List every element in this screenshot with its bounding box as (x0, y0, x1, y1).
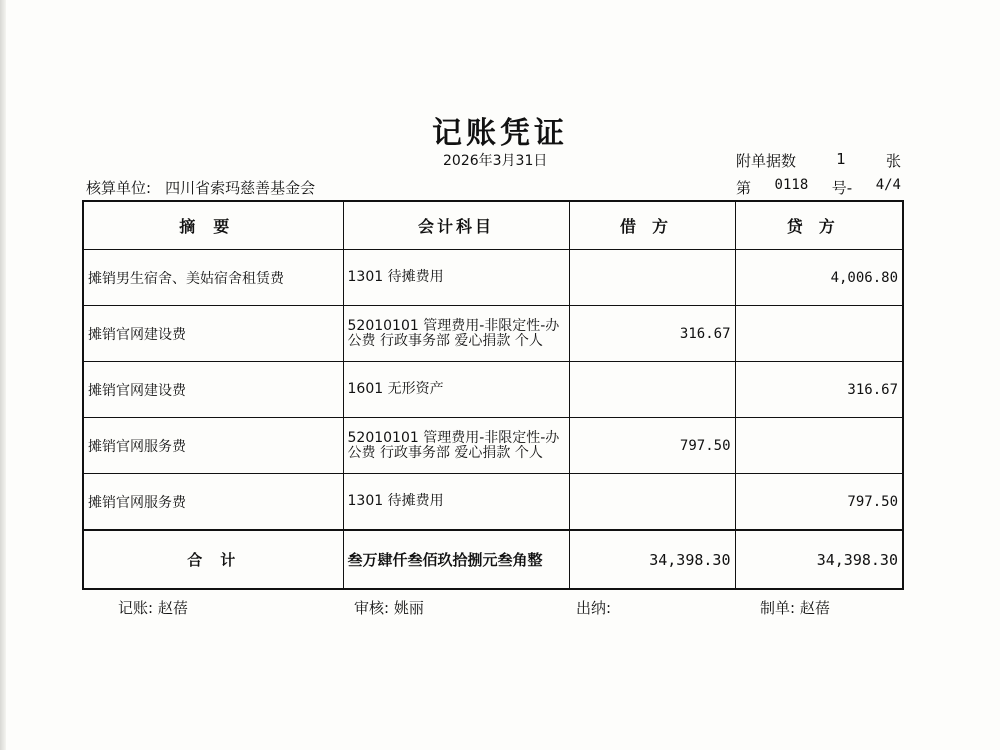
attachment-label: 附单据数 (736, 152, 797, 170)
voucher-title: 记账凭证 (432, 116, 568, 151)
auditor-label: 审核: (354, 599, 390, 617)
voucher-number-value: 0118 (774, 177, 809, 193)
table-row (83, 306, 903, 362)
total-credit: 34,398.30 (735, 530, 903, 589)
voucher-number-suffix: 号- (831, 179, 853, 197)
accounting-unit-label: 核算单位: (86, 179, 152, 197)
row-debit: 316.67 (569, 306, 735, 362)
table-row (83, 474, 903, 531)
row-summary: 摊销官网建设费 (83, 306, 343, 362)
row-debit (569, 362, 735, 418)
header-account: 会计科目 (343, 201, 569, 250)
accounting-unit (86, 177, 315, 198)
header-debit: 借方 (569, 201, 735, 250)
table-header-row (83, 201, 903, 250)
header-summary: 摘要 (83, 201, 343, 250)
table-row (83, 250, 903, 306)
voucher-number-prefix: 第 (736, 179, 752, 197)
cashier-field (576, 597, 611, 618)
total-row (83, 530, 903, 589)
attachment-unit: 张 (885, 152, 901, 170)
accounting-unit-name: 四川省索玛慈善基金会 (165, 179, 316, 197)
row-credit: 316.67 (735, 362, 903, 418)
voucher-table (82, 200, 904, 590)
table-row (83, 362, 903, 418)
row-credit (735, 418, 903, 474)
header-credit: 贷方 (735, 201, 903, 250)
row-debit (569, 474, 735, 531)
auditor-name: 姚丽 (393, 599, 424, 617)
row-credit (735, 306, 903, 362)
attachment-count (736, 150, 901, 171)
row-credit: 4,006.80 (735, 250, 903, 306)
bookkeeper-field (118, 597, 188, 618)
maker-label: 制单: (760, 599, 796, 617)
cashier-label: 出纳: (576, 599, 612, 617)
bookkeeper-label: 记账: (118, 599, 154, 617)
row-account: 1601 无形资产 (343, 362, 569, 418)
row-summary: 摊销官网服务费 (83, 418, 343, 474)
row-credit: 797.50 (735, 474, 903, 531)
row-debit (569, 250, 735, 306)
table-row (83, 418, 903, 474)
row-debit: 797.50 (569, 418, 735, 474)
row-account: 52010101 管理费用-非限定性-办公费 行政事务部 爱心捐款 个人 (343, 306, 569, 362)
row-summary: 摊销官网建设费 (83, 362, 343, 418)
maker-field (760, 597, 830, 618)
total-amount-words: 叁万肆仟叁佰玖拾捌元叁角整 (343, 530, 569, 589)
row-summary: 摊销男生宿舍、美姑宿舍租赁费 (83, 250, 343, 306)
total-debit: 34,398.30 (569, 530, 735, 589)
maker-name: 赵蓓 (799, 599, 830, 617)
row-account: 1301 待摊费用 (343, 250, 569, 306)
voucher-number (736, 177, 901, 198)
total-label: 合计 (83, 530, 343, 589)
voucher-page: 4/4 (875, 177, 901, 193)
row-account: 52010101 管理费用-非限定性-办公费 行政事务部 爱心捐款 个人 (343, 418, 569, 474)
attachment-number: 1 (836, 150, 846, 168)
bookkeeper-name: 赵蓓 (157, 599, 188, 617)
row-account: 1301 待摊费用 (343, 474, 569, 531)
row-summary: 摊销官网服务费 (83, 474, 343, 531)
auditor-field (354, 597, 424, 618)
voucher-date: 2026年3月31日 (443, 153, 548, 169)
